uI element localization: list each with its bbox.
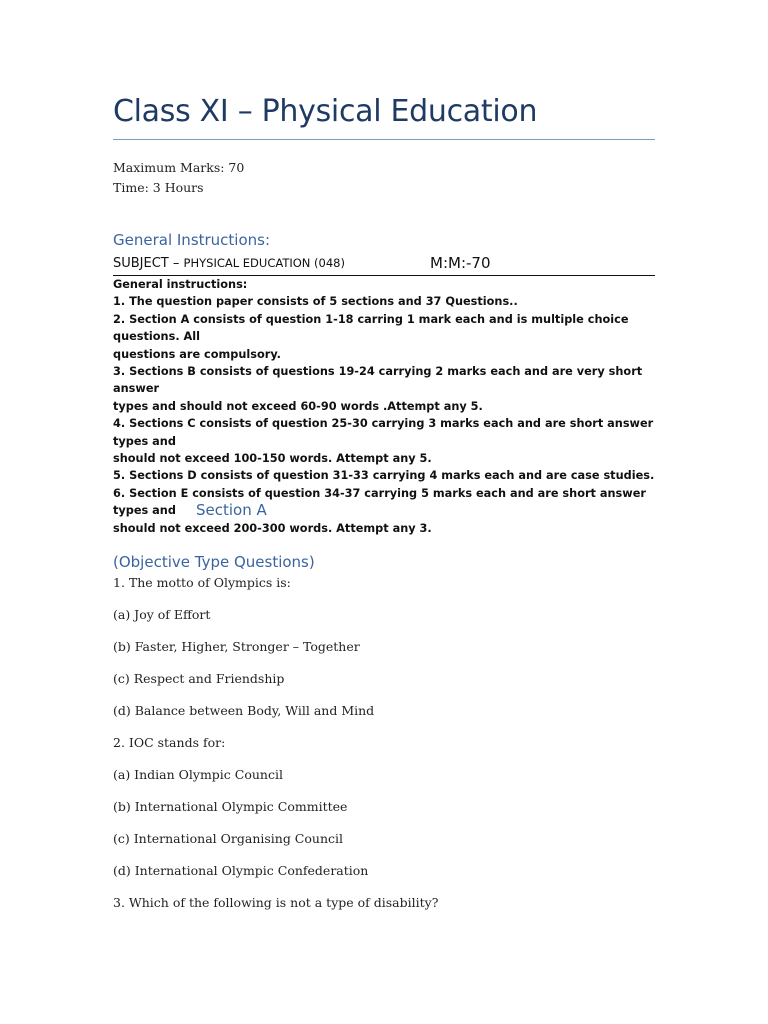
instruction-line: questions are compulsory. (113, 347, 281, 361)
instruction-line: 2. Section A consists of question 1-18 carring 1 mark each and is multiple choice questions. All (113, 312, 629, 344)
question-3: 3. Which of the following is not a type of disability? (113, 895, 439, 910)
instruction-line: 4. Sections C consists of question 25-30 carrying 3 marks each and are short answer types and (113, 417, 654, 448)
question-2: 2. IOC stands for: (113, 735, 226, 750)
maximum-marks-short: M:M:-70 (430, 254, 491, 272)
instruction-line: 5. Sections D consists of question 31-33 carrying 4 marks each and are case studies. (113, 469, 655, 483)
question-1-option-c: (c) Respect and Friendship (113, 671, 285, 686)
general-instructions-heading: General Instructions: (113, 231, 271, 249)
question-2-option-b: (b) International Olympic Committee (113, 799, 348, 814)
subject-label (113, 256, 345, 271)
instruction-line: types and should not exceed 60-90 words .Attempt any 5. (113, 399, 483, 413)
instruction-line: 3. Sections B consists of questions 19-24 carrying 2 marks each and are very short answer (113, 365, 643, 396)
question-1-option-d: (d) Balance between Body, Will and Mind (113, 703, 375, 718)
section-a-heading: Section A (196, 501, 267, 519)
question-2-option-c: (c) International Organising Council (113, 831, 343, 846)
instructions-block (113, 276, 655, 537)
objective-questions-heading: (Objective Type Questions) (113, 553, 315, 571)
question-1-option-b: (b) Faster, Higher, Stronger – Together (113, 639, 360, 654)
title-underline (113, 139, 655, 140)
document-title: Class XI – Physical Education (113, 94, 538, 129)
instruction-line: should not exceed 100-150 words. Attempt any 5. (113, 452, 432, 466)
maximum-marks: Maximum Marks: 70 (113, 160, 245, 175)
instructions-title: General instructions: (113, 278, 248, 291)
question-1: 1. The motto of Olympics is: (113, 575, 291, 590)
subject-prefix: SUBJECT – (113, 256, 184, 271)
question-1-option-a: (a) Joy of Effort (113, 607, 211, 622)
instruction-line: 6. Section E consists of question 34-37 carrying 5 marks each and are short answer types and (113, 486, 646, 518)
question-2-option-d: (d) International Olympic Confederation (113, 863, 369, 878)
subject-row (113, 255, 655, 276)
instruction-line: 1. The question paper consists of 5 sections and 37 Questions.. (113, 295, 518, 309)
exam-time: Time: 3 Hours (113, 180, 204, 195)
question-2-option-a: (a) Indian Olympic Council (113, 767, 283, 782)
instruction-line: should not exceed 200-300 words. Attempt any 3. (113, 521, 432, 535)
subject-name: PHYSICAL EDUCATION (048) (183, 256, 345, 270)
